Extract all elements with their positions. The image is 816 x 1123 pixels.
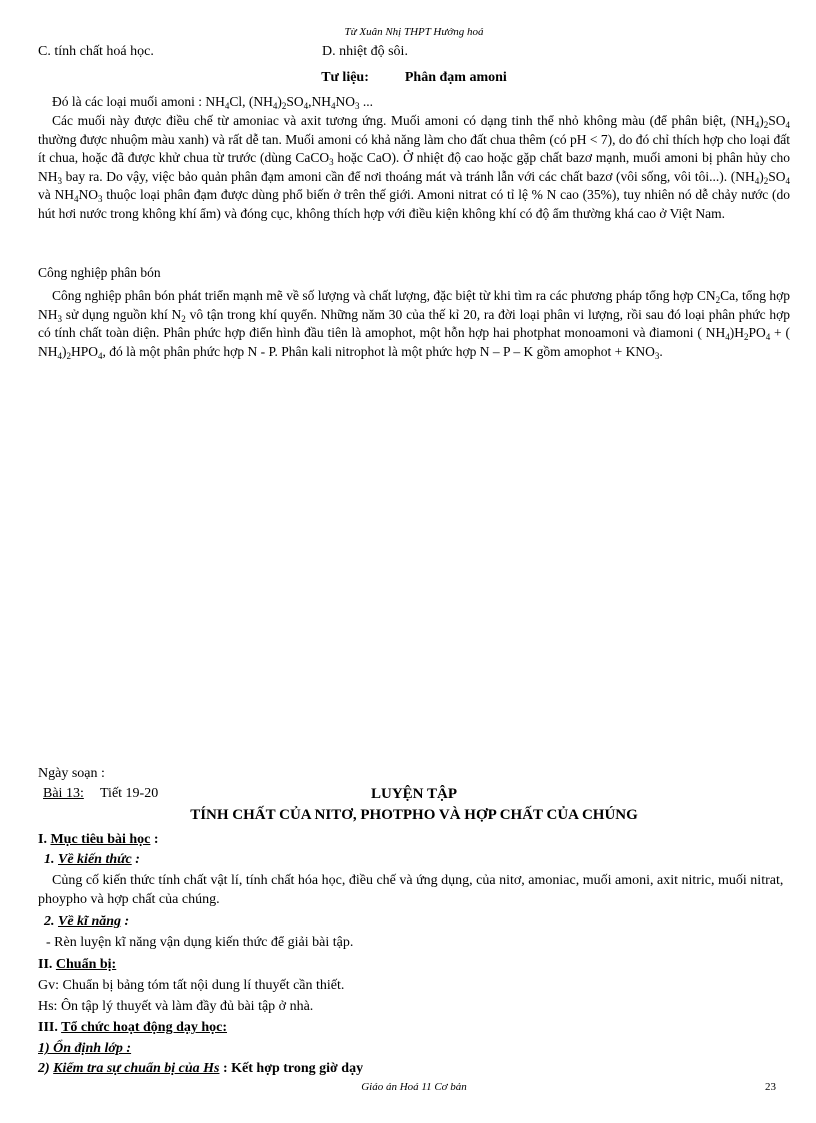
heading-activities: III. Tổ chức hoạt động dạy học: <box>38 1020 228 1035</box>
teacher-preparation: Gv: Chuẩn bị bảng tóm tất nội dung lí thuyết cần thiết. <box>38 978 345 993</box>
heading-objectives: I. Mục tiêu bài học : <box>38 832 159 847</box>
section-title <box>38 70 790 86</box>
heading-knowledge: 1. Về kiến thức : <box>44 852 140 867</box>
subheading-fertilizer-industry: Công nghiệp phân bón <box>38 265 161 280</box>
student-preparation: Hs: Ôn tập lý thuyết và làm đầy đủ bài tập ở nhà. <box>38 999 314 1014</box>
section-label: Tư liệu: <box>321 70 369 85</box>
lesson-date: Ngày soạn : <box>38 766 105 781</box>
heading-preparation: II. Chuẩn bị: <box>38 957 117 972</box>
skills-text: - Rèn luyện kĩ năng vận dụng kiến thức để giải bài tập. <box>46 935 354 950</box>
paragraph-salt-list: Đó là các loại muối amoni : $NH_4Cl$, $(NH_4)_2SO_4,NH_4NO_3$ ... <box>52 94 373 111</box>
paragraph-ammonium-salts: Các muối này được điều chế từ amoniac và axit tương ứng. Muối amoni có dạng tinh thể nhỏ không màu (để phân biệt, $(NH_4)_2SO_4$ thường được nhuộm màu xanh) và rất dễ tan. Muối amoni có khả năng làm cho đất chua thêm (có pH < 7), do đó chỉ thích hợp cho loại đất ít chua, hoặc đã được khử chua từ trước (dùng CaCO$_3$ hoặc CaO). Ở nhiệt độ cao hoặc gặp chất bazơ mạnh, muối amoni bị phân hủy cho $NH_3$ bay ra. Do vậy, việc bảo quản phân đạm amoni cần để nơi thoáng mát và tránh lẫn với các chất bazơ (vôi sống, vôi tôi...). $(NH_4)_2SO_4$ và $NH_4NO_3$ thuộc loại phân đạm được dùng phổ biến ở trên thế giới. Amoni nitrat có tỉ lệ % N cao (35%), tuy nhiên nó dễ chảy nước (do hút hơi nước trong không khí ẩm) và đóng cục, không thích hợp với điều kiện không khí có độ ẩm thường khá cao ở Việt Nam. <box>38 113 791 221</box>
lesson-subtitle: TÍNH CHẤT CỦA NITƠ, PHOTPHO VÀ HỢP CHẤT CỦA CHÚNG <box>190 807 638 823</box>
document-page <box>38 0 790 1123</box>
lesson-title: LUYỆN TẬP <box>371 786 457 802</box>
activity-check-preparation: 2) Kiểm tra sự chuẩn bị của Hs : Kết hợp trong giờ dạy <box>38 1061 364 1076</box>
option-d: D. nhiệt độ sôi. <box>322 44 408 59</box>
lesson-periods: Tiết 19-20 <box>100 786 159 801</box>
paragraph-fertilizer-industry: Công nghiệp phân bón phát triển mạnh mẽ về số lượng và chất lượng, đặc biệt từ khi tìm ra các phương pháp tổng hợp $CN_2Ca$, tổng hợp $NH_3$ sử dụng nguồn khí $N_2$ vô tận trong khí quyển. Những năm 30 của thế kỉ 20, ra đời loại phân vi lượng, rồi sau đó loại phân phức hợp có tính chất toàn diện. Phân phức hợp điển hình đầu tiên là amophot, một hỗn hợp hai photphat monoamoni và điamoni ( $NH_4)H_2PO_4$ + ( $NH_4)_2HPO_4$, đó là một phân phức hợp N - P. Phân kali nitrophot là một phức hợp N – P – K gồm amophot + $KNO_3$. <box>38 288 791 361</box>
section-heading: Phân đạm amoni <box>404 70 507 85</box>
heading-skills: 2. Về kĩ năng : <box>44 914 130 929</box>
lesson-title-row <box>38 786 790 806</box>
activity-class-order: 1) Ổn định lớp : <box>38 1041 132 1056</box>
knowledge-text: Củng cố kiến thức tính chất vật lí, tính chất hóa học, điều chế và ứng dụng, của nitơ, amoniac, muối amoni, axit nitric, muối nitrat, phoypho và hợp chất của chúng. <box>38 873 784 907</box>
page-footer: Giáo án Hoá 11 Cơ bản <box>361 1081 467 1093</box>
page-header: Từ Xuân Nhị THPT Hướng hoá <box>344 26 484 38</box>
option-c: C. tính chất hoá học. <box>38 44 154 59</box>
lesson-number: Bài 13: <box>43 786 84 801</box>
page-number: 23 <box>765 1081 776 1093</box>
